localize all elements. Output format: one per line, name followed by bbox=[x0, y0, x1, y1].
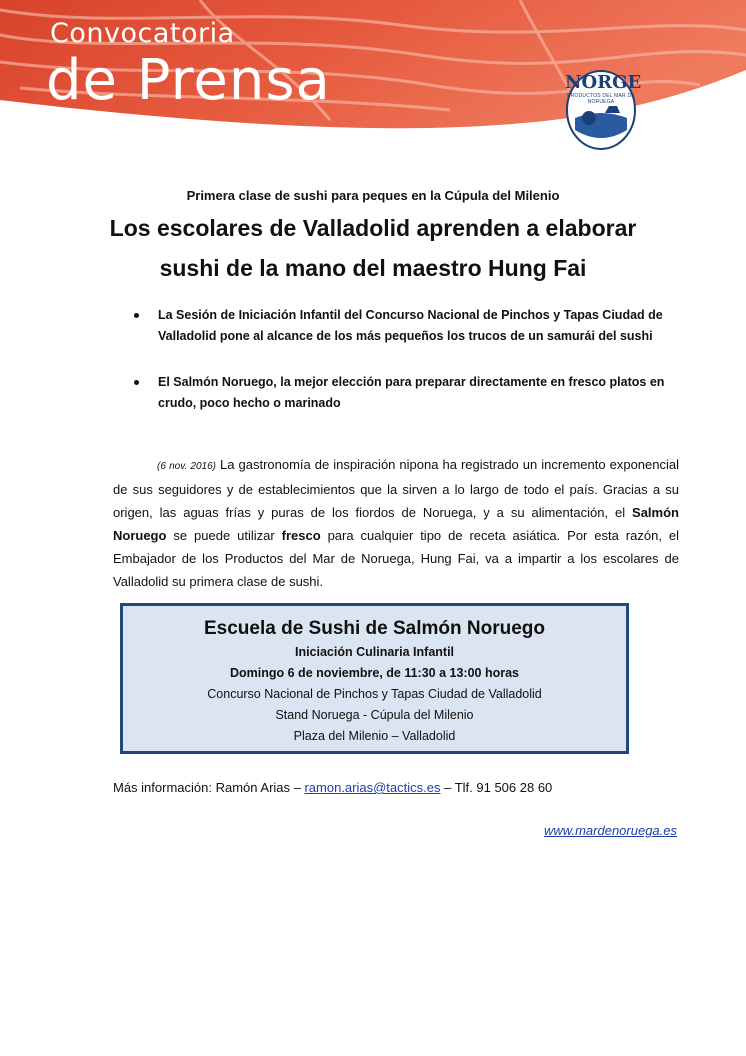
contact-suffix: – Tlf. 91 506 28 60 bbox=[440, 780, 553, 795]
body-bold-salmon: Salmón Noruego bbox=[113, 505, 679, 543]
body-bold-fresh: fresco bbox=[281, 528, 321, 543]
pre-title: Primera clase de sushi para peques en la Cúpula del Milenio bbox=[186, 188, 560, 203]
event-subtitle: Iniciación Culinaria Infantil bbox=[294, 645, 455, 659]
body-part-1: La gastronomía de inspiración nipona ha registrado un incremento exponencial de sus seguidores y de establecimientos que la sirven a lo largo de todo el país. Gracias a su origen, las aguas frías y puras de los fiordos de Noruega, y a su alimentación, el bbox=[113, 457, 680, 520]
event-date: Domingo 6 de noviembre, de 11:30 a 13:00 horas bbox=[230, 666, 519, 680]
event-contest: Concurso Nacional de Pinchos y Tapas Ciudad de Valladolid bbox=[207, 687, 542, 701]
bullet-text: La Sesión de Iniciación Infantil del Concurso Nacional de Pinchos y Tapas Ciudad de Valladolid pone al alcance de los más pequeños los trucos de un samurái del sushi bbox=[158, 308, 663, 343]
body-part-3: para cualquier tipo de receta asiática. Por esta razón, el Embajador de los Productos del Mar de Noruega, Hung Fai, va a impartir a los escolares de Valladolid su primera clase de sushi. bbox=[113, 528, 679, 589]
header-banner bbox=[0, 0, 746, 150]
body-part-2: se puede utilizar bbox=[166, 528, 282, 543]
norge-logo bbox=[565, 68, 642, 150]
website bbox=[0, 823, 677, 838]
contact-email-link[interactable]: ramon.arias@tactics.es bbox=[304, 780, 441, 795]
event-box bbox=[120, 603, 629, 754]
bullet-text: El Salmón Noruego, la mejor elección para preparar directamente en fresco platos en crudo, poco hecho o marinado bbox=[158, 375, 665, 410]
bullet-icon bbox=[134, 313, 139, 318]
event-title: Escuela de Sushi de Salmón Noruego bbox=[203, 618, 546, 639]
logo-subtitle: PRODUCTOS DEL MAR DE NORUEGA bbox=[567, 93, 635, 105]
logo-brand: NORGE bbox=[565, 72, 642, 93]
website-link[interactable]: www.mardenoruega.es bbox=[544, 823, 677, 838]
date: (6 nov. 2016) bbox=[157, 461, 217, 472]
contact-info bbox=[113, 780, 552, 795]
bullet-icon bbox=[134, 380, 139, 385]
event-stand: Stand Noruega - Cúpula del Milenio bbox=[275, 708, 474, 722]
event-location: Plaza del Milenio – Valladolid bbox=[293, 729, 456, 743]
headline: Los escolares de Valladolid aprenden a elaborar sushi de la mano del maestro Hung Fai bbox=[109, 215, 637, 281]
bullet-item bbox=[130, 305, 685, 347]
bullet-list bbox=[130, 305, 685, 439]
header-line-2: de Prensa bbox=[46, 48, 331, 113]
body-paragraph bbox=[113, 453, 679, 593]
contact-prefix: Más información: Ramón Arias – bbox=[113, 780, 305, 795]
header-line-1: Convocatoria bbox=[50, 18, 235, 49]
bullet-item bbox=[130, 372, 685, 414]
